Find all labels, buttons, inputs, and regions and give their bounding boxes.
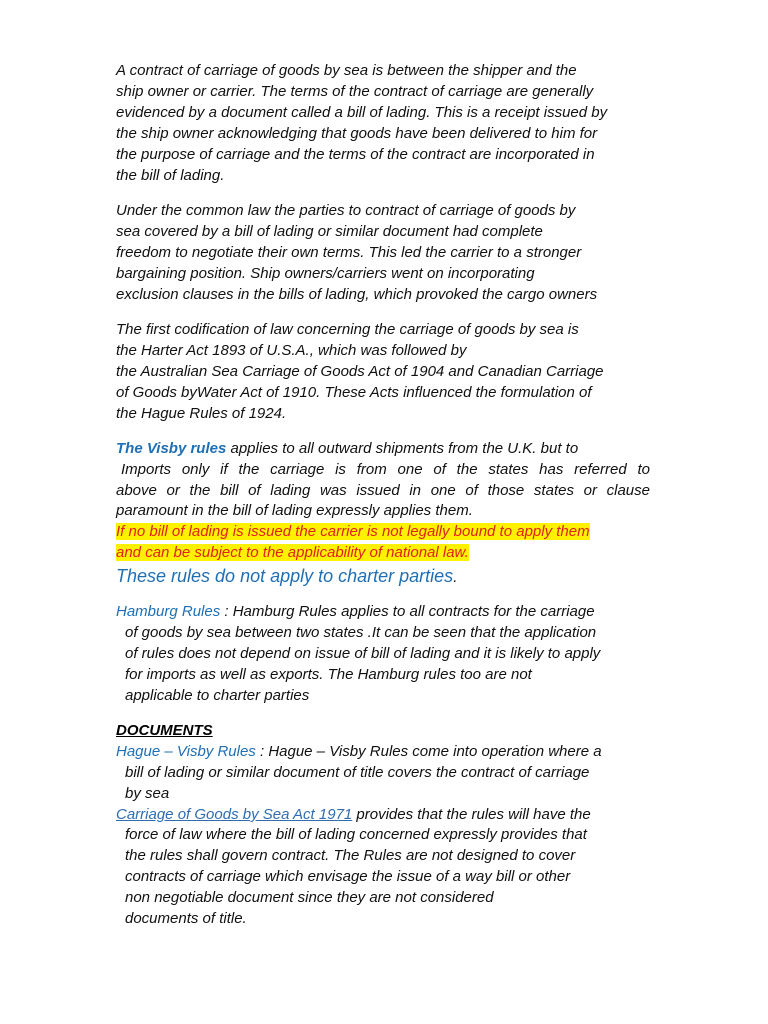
charter-parties-note [116, 564, 457, 589]
hamburg-rules-term: Hamburg Rules [116, 603, 221, 620]
paragraph-1-line: A contract of carriage of goods by sea is between the shipper and the [116, 62, 577, 79]
paragraph-3-line: the Harter Act 1893 of U.S.A., which was followed by [116, 342, 467, 359]
paragraph-2-line: bargaining position. Ship owners/carriers went on incorporating [116, 265, 535, 282]
hamburg-rules-line: for imports as well as exports. The Hamburg rules too are not [125, 666, 532, 683]
charter-parties-note-text: These rules do not apply to charter parties [116, 566, 454, 586]
visby-rules-highlight-line [116, 543, 469, 564]
paragraph-3-line: the Australian Sea Carriage of Goods Act of 1904 and Canadian Carriage [116, 363, 604, 380]
paragraph-2-line: exclusion clauses in the bills of lading, which provoked the cargo owners [116, 286, 598, 303]
paragraph-1-line: the ship owner acknowledging that goods have been delivered to him for [116, 125, 598, 142]
documents-heading: DOCUMENTS [116, 722, 213, 739]
paragraph-2-line: Under the common law the parties to contract of carriage of goods by [116, 202, 576, 219]
visby-rules-term: The Visby rules [116, 440, 227, 457]
hague-visby-line: by sea [125, 785, 170, 802]
highlighted-text: If no bill of lading is issued the carrier is not legally bound to apply them [116, 523, 590, 540]
cogsa-line: documents of title. [125, 910, 247, 927]
hague-visby-term: Hague – Visby Rules [116, 743, 256, 760]
cogsa-line: force of law where the bill of lading concerned expressly provides that [125, 826, 587, 843]
highlighted-text: and can be subject to the applicability of national law. [116, 544, 469, 561]
hamburg-rules-text: : Hamburg Rules applies to all contracts for the carriage [220, 603, 595, 620]
paragraph-3-line: the Hague Rules of 1924. [116, 405, 287, 422]
hamburg-rules-line: of goods by sea between two states .It can be seen that the application [125, 624, 597, 641]
hague-visby-line [116, 742, 602, 763]
visby-rules-text: applies to all outward shipments from the U.K. but to [226, 440, 579, 457]
cogsa-line: the rules shall govern contract. The Rules are not designed to cover [125, 847, 576, 864]
hamburg-rules-line: applicable to charter parties [125, 687, 310, 704]
charter-parties-note-end: . [453, 569, 458, 586]
cogsa-line: contracts of carriage which envisage the issue of a way bill or other [125, 868, 571, 885]
hamburg-rules-line [116, 602, 595, 623]
paragraph-2-line: sea covered by a bill of lading or similar document had complete [116, 223, 543, 240]
cogsa-text: provides that the rules will have the [352, 806, 591, 823]
visby-rules-line: Imports only if the carriage is from one of the states has referred to [121, 461, 650, 478]
cogsa-line: non negotiable document since they are not considered [125, 889, 494, 906]
hague-visby-text: : Hague – Visby Rules come into operation where a [255, 743, 602, 760]
paragraph-1-line: the purpose of carriage and the terms of the contract are incorporated in [116, 146, 595, 163]
paragraph-3-line: The first codification of law concerning the carriage of goods by sea is [116, 321, 579, 338]
paragraph-1-line: ship owner or carrier. The terms of the contract of carriage are generally [116, 83, 594, 100]
visby-rules-highlight-line [116, 522, 590, 543]
visby-rules-line: paramount in the bill of lading expressly applies them. [116, 502, 473, 519]
cogsa-link[interactable]: Carriage of Goods by Sea Act 1971 [116, 806, 353, 823]
hague-visby-line: bill of lading or similar document of title covers the contract of carriage [125, 764, 590, 781]
cogsa-line [116, 805, 591, 826]
paragraph-1-line: evidenced by a document called a bill of lading. This is a receipt issued by [116, 104, 608, 121]
paragraph-3-line: of Goods byWater Act of 1910. These Acts influenced the formulation of [116, 384, 592, 401]
visby-rules-line [116, 439, 578, 460]
visby-rules-line: above or the bill of lading was issued in one of those states or clause [116, 482, 650, 499]
paragraph-1-line: the bill of lading. [116, 167, 225, 184]
hamburg-rules-line: of rules does not depend on issue of bill of lading and it is likely to apply [125, 645, 601, 662]
paragraph-2-line: freedom to negotiate their own terms. This led the carrier to a stronger [116, 244, 582, 261]
